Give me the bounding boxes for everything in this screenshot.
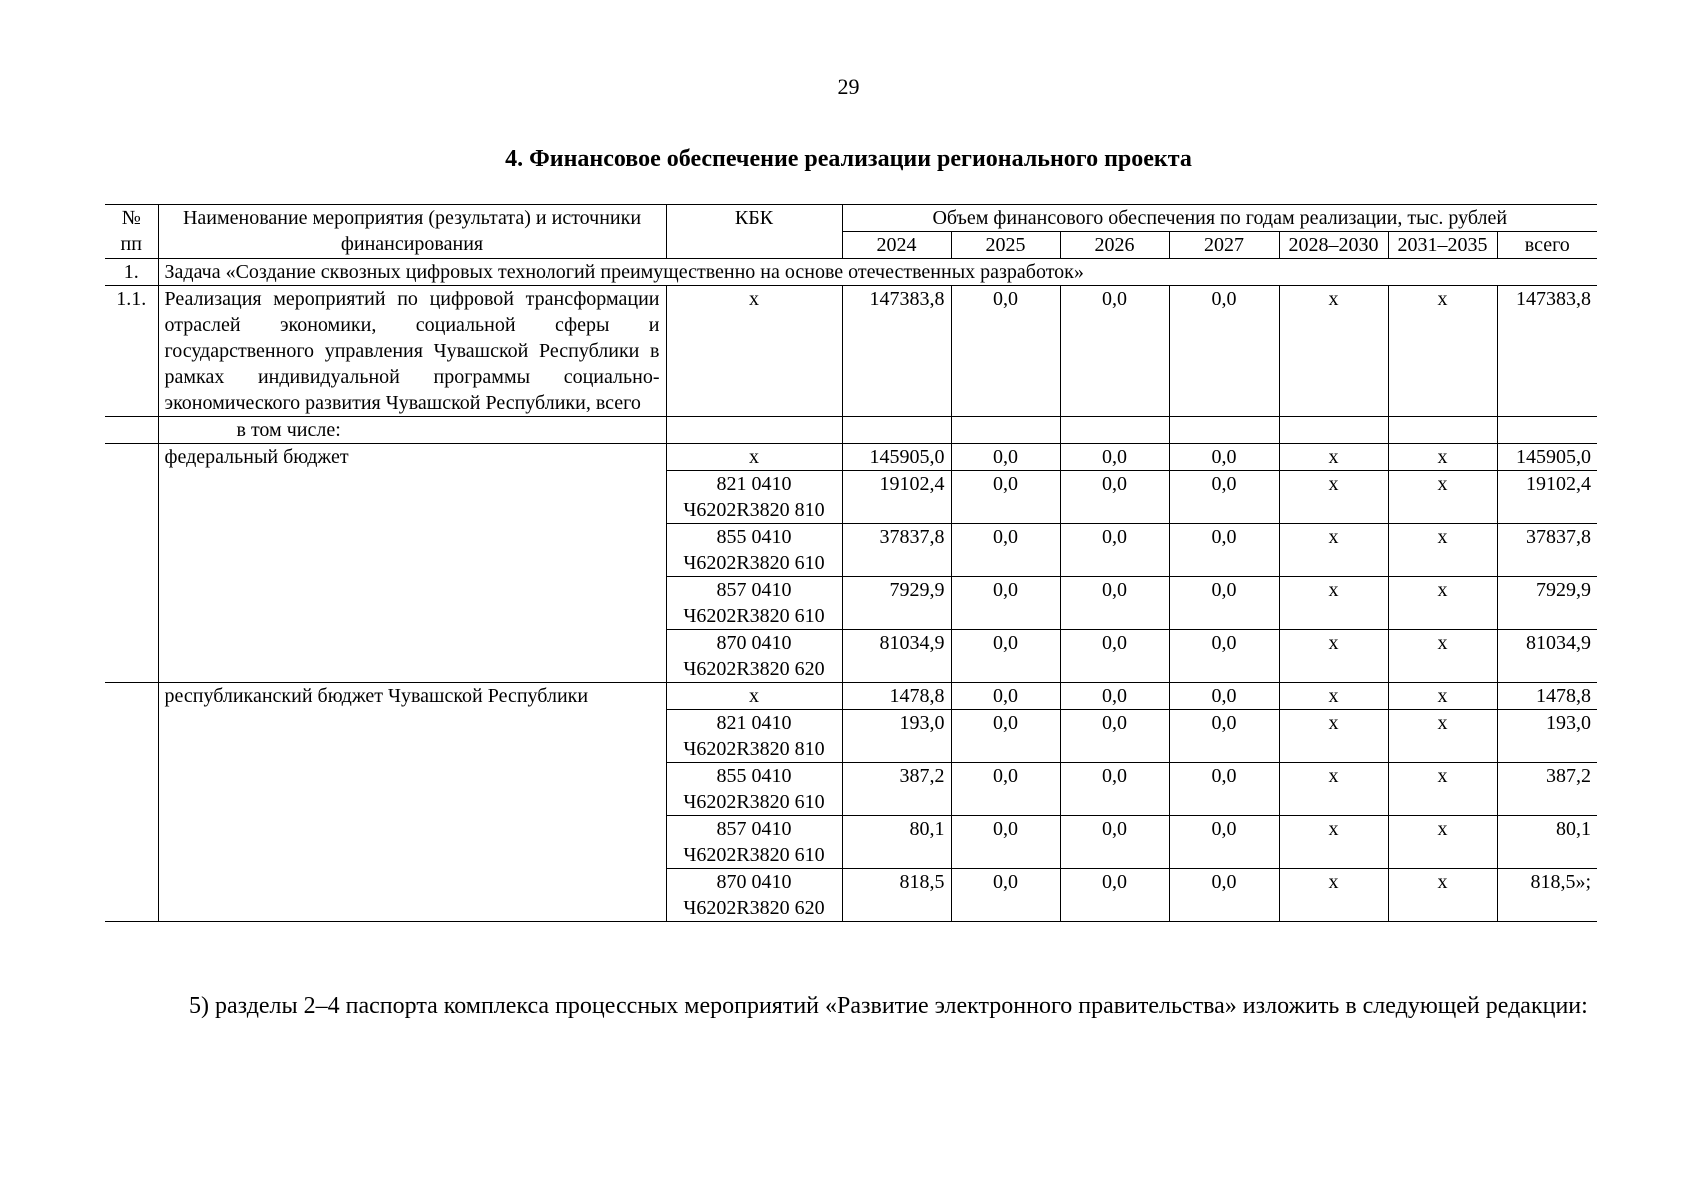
header-num: № пп (105, 205, 158, 259)
value-cell: 81034,9 (842, 630, 951, 683)
value-cell: 0,0 (1169, 630, 1279, 683)
value-cell: х (1388, 577, 1497, 630)
kbk-cell (666, 444, 842, 471)
value-cell: 0,0 (1060, 763, 1169, 816)
kbk-code: Ч6202R3820 610 (683, 791, 825, 813)
value-cell: х (1388, 763, 1497, 816)
row-num (105, 417, 158, 444)
event-name: Реализация мероприятий по цифровой трансформации отраслей экономики, социальной сферы и государственного управления Чувашской Республики в рамках индивидуальной программы социально-экономического развития Чувашской Республики, всего (158, 286, 666, 417)
kbk-code: Ч6202R3820 610 (683, 844, 825, 866)
row-num (105, 444, 158, 683)
value-cell: 1478,8 (1497, 683, 1597, 710)
value-cell: 0,0 (951, 471, 1060, 524)
value-cell: х (1388, 471, 1497, 524)
value-cell: 37837,8 (842, 524, 951, 577)
including-label: в том числе: (158, 417, 666, 444)
value-cell: х (1388, 524, 1497, 577)
value-cell: 193,0 (842, 710, 951, 763)
kbk-code: 857 0410 (716, 818, 792, 840)
value-cell: 0,0 (1169, 869, 1279, 922)
value-cell: 0,0 (1169, 471, 1279, 524)
value-cell: 0,0 (1060, 577, 1169, 630)
budget-row (105, 444, 1597, 471)
budget-source-name: республиканский бюджет Чувашской Республики (158, 683, 666, 922)
value-cell: х (1388, 630, 1497, 683)
header-year: 2028–2030 (1279, 232, 1388, 259)
value-cell: 37837,8 (1497, 524, 1597, 577)
value-cell: 0,0 (951, 816, 1060, 869)
value-cell: х (1279, 630, 1388, 683)
kbk-code: Ч6202R3820 810 (683, 499, 825, 521)
value-cell: 80,1 (842, 816, 951, 869)
value-cell: 7929,9 (1497, 577, 1597, 630)
value-cell: х (1279, 763, 1388, 816)
row-num (105, 683, 158, 922)
value-cell: 0,0 (951, 869, 1060, 922)
value-cell: 193,0 (1497, 710, 1597, 763)
kbk-cell (666, 683, 842, 710)
kbk-cell (666, 816, 842, 869)
value-cell: 0,0 (1060, 444, 1169, 471)
value-cell: 0,0 (1060, 683, 1169, 710)
value-cell: 145905,0 (1497, 444, 1597, 471)
value-cell: 0,0 (1060, 869, 1169, 922)
kbk-cell: х (666, 286, 842, 417)
value-cell: 147383,8 (1497, 286, 1597, 417)
kbk-code: 855 0410 (716, 765, 792, 787)
value-cell: 818,5»; (1497, 869, 1597, 922)
kbk-code: 855 0410 (716, 526, 792, 548)
row-num: 1. (105, 259, 158, 286)
value-cell: х (1388, 869, 1497, 922)
header-year: 2025 (951, 232, 1060, 259)
bottom-paragraph: 5) разделы 2–4 паспорта комплекса процессных мероприятий «Развитие электронного правительства» изложить в следующей редакции: (189, 993, 1588, 1019)
header-year: 2026 (1060, 232, 1169, 259)
task-row (105, 259, 1597, 286)
value-cell: х (1388, 816, 1497, 869)
header-year: 2024 (842, 232, 951, 259)
value-cell: 818,5 (842, 869, 951, 922)
budget-row (105, 683, 1597, 710)
value-cell: х (1388, 444, 1497, 471)
task-text: Задача «Создание сквозных цифровых технологий преимущественно на основе отечественных разработок» (158, 259, 1597, 286)
value-cell: х (1279, 869, 1388, 922)
value-cell: 0,0 (1169, 444, 1279, 471)
kbk-code: 857 0410 (716, 579, 792, 601)
kbk-cell (666, 577, 842, 630)
value-cell: 0,0 (1169, 683, 1279, 710)
value-cell: 0,0 (951, 763, 1060, 816)
event-row (105, 286, 1597, 417)
value-cell: 19102,4 (842, 471, 951, 524)
kbk-code: Ч6202R3820 620 (683, 897, 825, 919)
header-total: всего (1497, 232, 1597, 259)
kbk-code: Ч6202R3820 810 (683, 738, 825, 760)
value-cell: х (1279, 471, 1388, 524)
kbk-code: 870 0410 (716, 871, 792, 893)
kbk-code: 821 0410 (716, 473, 792, 495)
value-cell: 0,0 (1169, 763, 1279, 816)
value-cell: 80,1 (1497, 816, 1597, 869)
kbk-code: Ч6202R3820 620 (683, 658, 825, 680)
value-cell: 0,0 (1169, 816, 1279, 869)
kbk-cell (666, 763, 842, 816)
kbk-cell (666, 630, 842, 683)
value-cell: х (1279, 286, 1388, 417)
value-cell: 0,0 (951, 710, 1060, 763)
kbk-cell (666, 710, 842, 763)
value-cell: 0,0 (1169, 710, 1279, 763)
value-cell: 0,0 (951, 444, 1060, 471)
header-name: Наименование мероприятия (результата) и источники финансирования (158, 205, 666, 259)
value-cell: 7929,9 (842, 577, 951, 630)
value-cell: 0,0 (951, 683, 1060, 710)
value-cell: 0,0 (951, 577, 1060, 630)
value-cell: х (1279, 710, 1388, 763)
section-title: 4. Финансовое обеспечение реализации регионального проекта (505, 146, 1192, 172)
value-cell: х (1279, 444, 1388, 471)
value-cell: 1478,8 (842, 683, 951, 710)
value-cell: 0,0 (1060, 710, 1169, 763)
value-cell: 0,0 (1060, 471, 1169, 524)
header-year: 2027 (1169, 232, 1279, 259)
kbk-cell (666, 869, 842, 922)
value-cell: х (1388, 683, 1497, 710)
value-cell: 0,0 (1169, 577, 1279, 630)
value-cell: 0,0 (1060, 630, 1169, 683)
value-cell: х (1279, 524, 1388, 577)
kbk-code: Ч6202R3820 610 (683, 605, 825, 627)
including-row (105, 417, 1597, 444)
kbk-code: Ч6202R3820 610 (683, 552, 825, 574)
value-cell: 145905,0 (842, 444, 951, 471)
value-cell: 0,0 (1060, 286, 1169, 417)
kbk-code: 870 0410 (716, 632, 792, 654)
value-cell: 0,0 (1169, 286, 1279, 417)
value-cell: 387,2 (1497, 763, 1597, 816)
value-cell: х (1388, 710, 1497, 763)
value-cell: х (1279, 577, 1388, 630)
budget-source-name: федеральный бюджет (158, 444, 666, 683)
kbk-code: 821 0410 (716, 712, 792, 734)
value-cell: 0,0 (1060, 816, 1169, 869)
value-cell: 0,0 (1060, 524, 1169, 577)
financing-table (105, 204, 1597, 922)
header-kbk: КБК (666, 205, 842, 259)
value-cell: 0,0 (951, 524, 1060, 577)
value-cell: 0,0 (1169, 524, 1279, 577)
header-volume: Объем финансового обеспечения по годам реализации, тыс. рублей (842, 205, 1597, 232)
value-cell: 19102,4 (1497, 471, 1597, 524)
header-year: 2031–2035 (1388, 232, 1497, 259)
value-cell: х (1279, 683, 1388, 710)
kbk-cell (666, 471, 842, 524)
value-cell: 81034,9 (1497, 630, 1597, 683)
value-cell: 387,2 (842, 763, 951, 816)
page-number: 29 (837, 74, 860, 99)
kbk-code: х (749, 446, 759, 468)
value-cell: 147383,8 (842, 286, 951, 417)
value-cell: х (1279, 816, 1388, 869)
kbk-code: х (749, 685, 759, 707)
value-cell: х (1388, 286, 1497, 417)
row-num: 1.1. (105, 286, 158, 417)
kbk-cell (666, 524, 842, 577)
value-cell: 0,0 (951, 286, 1060, 417)
value-cell: 0,0 (951, 630, 1060, 683)
